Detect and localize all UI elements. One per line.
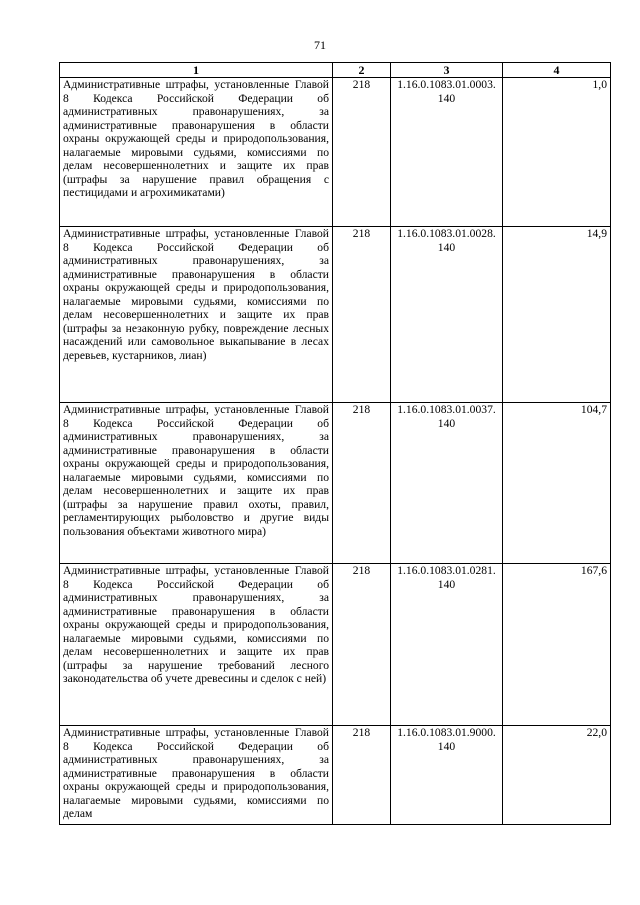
row-admin-code: 218: [333, 564, 391, 726]
row-description: Административные штрафы, установленные Главой 8 Кодекса Российской Федерации об административных правонарушениях, за административные правонарушения в области охраны окружающей среды и природопользования, налагаемые мировыми судьями, комиссиями по делам несовершеннолетних и защите их прав (штрафы за незаконную рубку, повреждение лесных насаждений или самовольное выкапывание в лесах деревьев, кустарников, лиан): [60, 227, 333, 403]
row-budget-code: 1.16.0.1083.01.0003. 140: [391, 78, 503, 227]
row-amount: 167,6: [503, 564, 611, 726]
table-header-row: [60, 63, 611, 78]
row-amount: 104,7: [503, 403, 611, 564]
table-row: [60, 564, 611, 726]
header-col-3: 3: [391, 63, 503, 78]
row-description: Административные штрафы, установленные Главой 8 Кодекса Российской Федерации об административных правонарушениях, за административные правонарушения в области охраны окружающей среды и природопользования, налагаемые мировыми судьями, комиссиями по делам несовершеннолетних и защите их прав (штрафы за нарушение правил охоты, правил, регламентирующих рыболовство и другие виды пользования объектами животного мира): [60, 403, 333, 564]
row-budget-code: 1.16.0.1083.01.0037. 140: [391, 403, 503, 564]
header-col-2: 2: [333, 63, 391, 78]
page-number: 71: [314, 38, 326, 52]
row-admin-code: 218: [333, 726, 391, 825]
table-row: [60, 227, 611, 403]
row-budget-code: 1.16.0.1083.01.9000. 140: [391, 726, 503, 825]
row-description: Административные штрафы, установленные Главой 8 Кодекса Российской Федерации об административных правонарушениях, за административные правонарушения в области охраны окружающей среды и природопользования, налагаемые мировыми судьями, комиссиями по делам: [60, 726, 333, 825]
table-row: [60, 726, 611, 825]
header-col-4: 4: [503, 63, 611, 78]
row-admin-code: 218: [333, 78, 391, 227]
table-row: [60, 403, 611, 564]
row-amount: 14,9: [503, 227, 611, 403]
row-amount: 22,0: [503, 726, 611, 825]
row-budget-code: 1.16.0.1083.01.0281. 140: [391, 564, 503, 726]
row-budget-code: 1.16.0.1083.01.0028. 140: [391, 227, 503, 403]
table-row: [60, 78, 611, 227]
row-admin-code: 218: [333, 403, 391, 564]
row-description: Административные штрафы, установленные Главой 8 Кодекса Российской Федерации об административных правонарушениях, за административные правонарушения в области охраны окружающей среды и природопользования, налагаемые мировыми судьями, комиссиями по делам несовершеннолетних и защите их прав (штрафы за нарушение требований лесного законодательства об учете древесины и сделок с ней): [60, 564, 333, 726]
budget-table: [59, 62, 611, 825]
row-admin-code: 218: [333, 227, 391, 403]
row-amount: 1,0: [503, 78, 611, 227]
header-col-1: 1: [60, 63, 333, 78]
row-description: Административные штрафы, установленные Главой 8 Кодекса Российской Федерации об административных правонарушениях, за административные правонарушения в области охраны окружающей среды и природопользования, налагаемые мировыми судьями, комиссиями по делам несовершеннолетних и защите их прав (штрафы за нарушение правил обращения с пестицидами и агрохимикатами): [60, 78, 333, 227]
